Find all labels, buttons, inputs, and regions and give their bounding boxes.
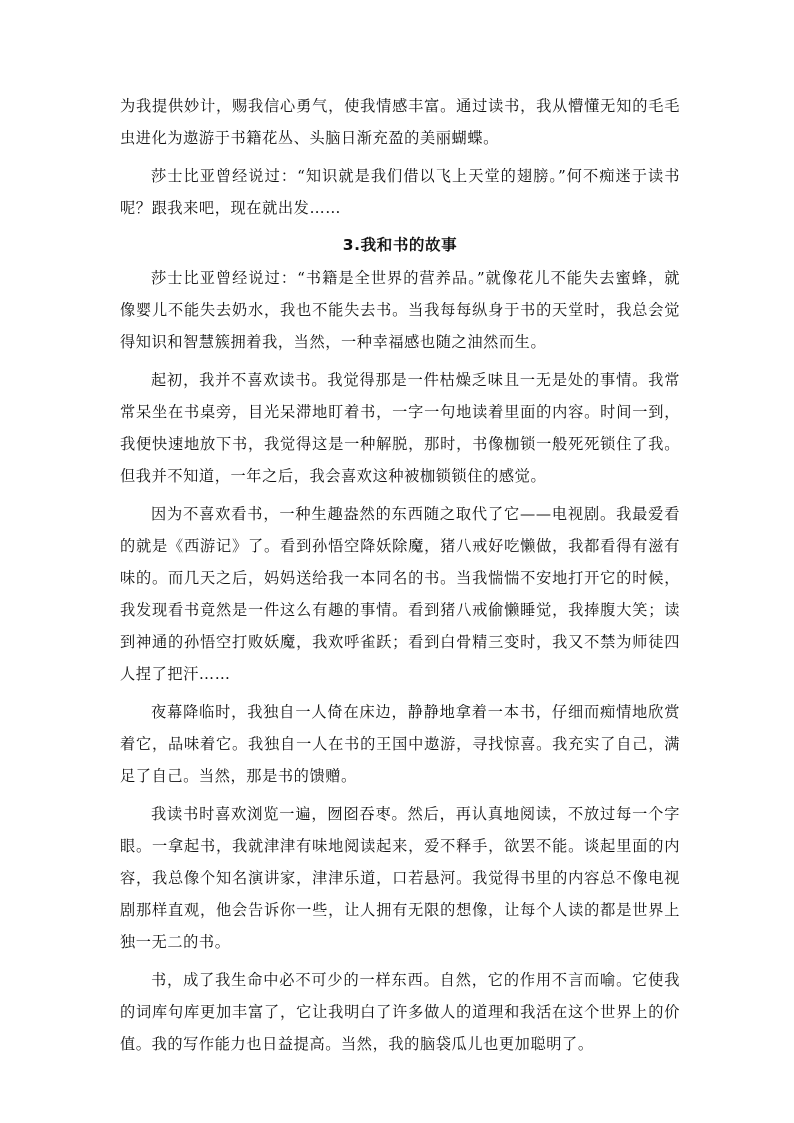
section-title: 3.我和书的故事 [342,236,458,254]
paragraph-reading-habit: 我读书时喜欢浏览一遍，囫囵吞枣。然后，再认真地阅读，不放过每一个字眼。一拿起书，我就津津有味地阅读起来，爱不释手，欲罢不能。谈起里面的内容，我总像个知名演讲家，津津乐道，口若悬河。我觉得书里的内容总不像电视剧那样直观，他会告诉你一些，让人拥有无限的想像，让每个人读的都是世界上独一无二的书。 [120,805,680,951]
paragraph-intro: 莎士比亚曾经说过：“书籍是全世界的营养品。”就像花儿不能失去蜜蜂，就像婴儿不能失去奶水，我也不能失去书。当我每每纵身于书的天堂时，我总会觉得知识和智慧簇拥着我，当然，一种幸福感也随之油然而生。 [120,269,680,351]
paragraph-continued: 为我提供妙计，赐我信心勇气，使我情感丰富。通过读书，我从懵懂无知的毛毛虫进化为遨游于书籍花丛、头脑日渐充盈的美丽蝴蝶。 [120,97,680,147]
paragraph-quote-knowledge: 莎士比亚曾经说过：“知识就是我们借以飞上天堂的翅膀。”何不痴迷于读书呢？跟我来吧，现在就出发…… [120,167,680,217]
paragraph-tv-drama: 因为不喜欢看书，一种生趣盎然的东西随之取代了它——电视剧。我最爱看的就是《西游记》了。看到孙悟空降妖除魔，猪八戒好吃懒做，我都看得有滋有味的。而几天之后，妈妈送给我一本同名的书。当我惴惴不安地打开它的时候，我发现看书竟然是一件这么有趣的事情。看到猪八戒偷懒睡觉，我捧腹大笑；读到神通的孙悟空打败妖魔，我欢呼雀跃；看到白骨精三变时，我又不禁为师徒四人捏了把汗…… [120,505,680,683]
document-page [120,90,680,1066]
paragraph-night-reading: 夜幕降临时，我独自一人倚在床边，静静地拿着一本书，仔细而痴情地欣赏着它，品味着它。我独自一人在书的王国中遨游，寻找惊喜。我充实了自己，满足了自己。当然，那是书的馈赠。 [120,703,680,785]
paragraph-beginning: 起初，我并不喜欢读书。我觉得那是一件枯燥乏味且一无是处的事情。我常常呆坐在书桌旁，目光呆滞地盯着书，一字一句地读着里面的内容。时间一到，我便快速地放下书，我觉得这是一种解脱，那时，书像枷锁一般死死锁住了我。但我并不知道，一年之后，我会喜欢这种被枷锁锁住的感觉。 [120,371,680,485]
paragraph-conclusion: 书，成了我生命中必不可少的一样东西。自然，它的作用不言而喻。它使我的词库句库更加丰富了，它让我明白了许多做人的道理和我活在这个世界上的价值。我的写作能力也日益提高。当然，我的脑袋瓜儿也更加聪明了。 [120,971,680,1053]
